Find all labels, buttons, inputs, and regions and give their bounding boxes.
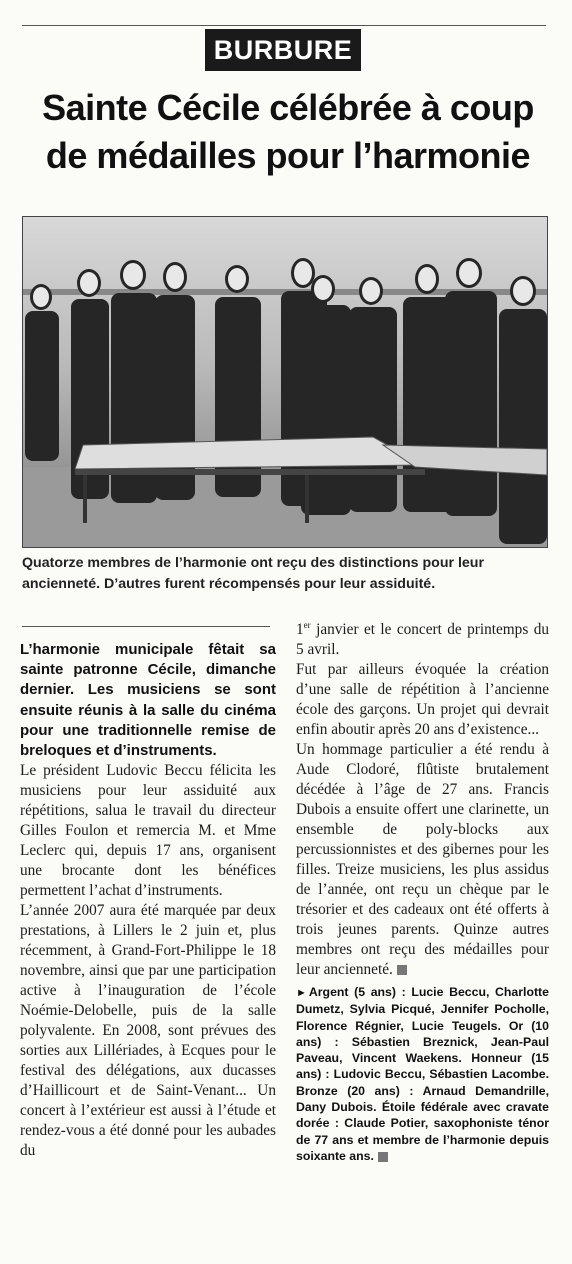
arrow-right-icon: ► <box>296 987 307 999</box>
paragraph-4 <box>296 740 549 980</box>
end-mark-icon <box>397 965 407 975</box>
awards-text: Argent (5 ans) : Lucie Beccu, Charlotte Dumetz, Sylvia Picqué, Jennifer Pocholle, Florence Régnier, Lucie Teugels. Or (10 ans) : Sébastien Breznick, Jean-Paul Paveau, Vincent Waekens. Honneur (15 ans) : Ludovic Beccu, Sébastien Lacombe. Bronze (20 ans) : Arnaud Demandrille, Dany Dubois. Étoile fédérale avec cravate dorée : Claude Potier, saxophoniste ténor de 77 ans et membre de l’harmonie depuis soixante ans. <box>296 985 549 1163</box>
paragraph-2-continued-text: janvier et le concert de printemps du 5 avril. <box>296 621 549 658</box>
section-rubric: BURBURE <box>205 29 361 71</box>
article-lead: L’harmonie municipale fêtait sa sainte patronne Cécile, dimanche dernier. Les musiciens se sont ensuite réunis à la salle du cinéma pour une traditionnelle remise de breloques et d’instruments. <box>20 641 276 760</box>
headline: Sainte Cécile célébrée à coup de médailles pour l’harmonie <box>42 87 534 176</box>
paragraph-2-continued <box>296 620 549 660</box>
paragraph-2: L’année 2007 aura été marquée par deux prestations, à Lillers le 2 juin et, plus récemment, à Grand-Fort-Philippe le 18 novembre, ainsi que par une participation active à l’inauguration de l’école Noémie-Delobelle, puis de la salle polyvalente. En 2008, sont prévues des sorties aux Lillériades, à Ecques pour le festival des délégations, aux ducasses d’Haillicourt et de Saint-Venant... Un concert à l’extérieur est aussi à l’étude et rendez-vous a été donné pour les aubades du <box>20 902 276 1160</box>
date-ordinal: er <box>303 619 311 630</box>
paragraph-4-text: Un hommage particulier a été rendu à Aude Clodoré, flûtiste brutalement décédée à l’âge de 27 ans. Francis Dubois a ensuite offert une clarinette, un ensemble de poly-blocks aux percussionnistes et des gibernes pour les filles. Treize musiciens, les plus assidus de l’année, ont reçu un chèque par le trésorier et des cadeaux ont été offerts à trois jeunes parents. Quinze autres membres ont reçu des médailles pour leur ancienneté. <box>296 741 549 978</box>
top-rule <box>22 25 546 26</box>
date-number: 1 <box>296 621 304 638</box>
article-column-left <box>20 628 276 1161</box>
paragraph-3: Fut par ailleurs évoquée la création d’une salle de répétition à l’ancienne école des garçons. Un projet qui devrait enfin aboutir après 20 ans d’existence... <box>296 661 549 738</box>
paragraph-1: Le président Ludovic Beccu félicita les musiciens pour leur assiduité aux répétitions, salua le travail du directeur Gilles Foulon et remercia M. et Mme Leclerc qui, depuis 17 ans, organisent une brocante dont les bénéfices permettent l’achat d’instruments. <box>20 762 276 900</box>
photo-illustration <box>23 217 547 547</box>
article-column-right <box>296 620 549 1164</box>
group-photo <box>22 216 548 548</box>
awards-list <box>296 984 549 1164</box>
photo-caption: Quatorze membres de l’harmonie ont reçu des distinctions pour leur ancienneté. D’autres furent récompensés pour leur assiduité. <box>22 555 484 592</box>
end-mark-icon <box>378 1152 388 1162</box>
column-rule <box>22 626 270 627</box>
